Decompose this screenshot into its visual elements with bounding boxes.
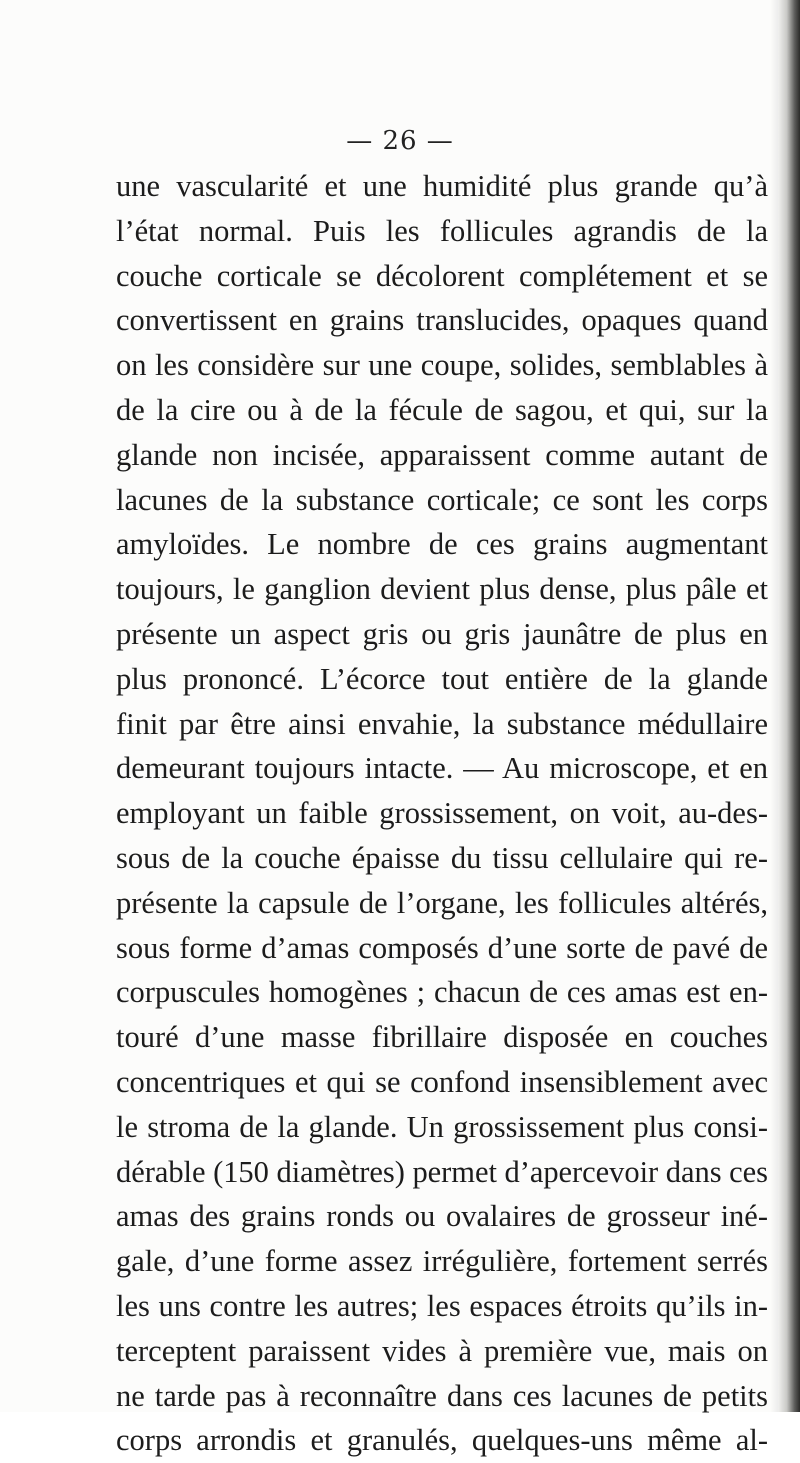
text-line: finit par être ainsi envahie, la substance médullaire (116, 706, 768, 741)
text-line: toujours, le ganglion devient plus dense, plus pâle et (116, 572, 768, 607)
text-line: couche corticale se décolorent complétement et se (116, 258, 768, 293)
text-line: lacunes de la substance corticale; ce sont les corps (116, 482, 768, 517)
page-number: — 26 — (346, 126, 454, 156)
text-line: corps arrondis et granulés, quelques-uns même al- (116, 1423, 768, 1458)
text-line: glande non incisée, apparaissent comme autant de (116, 437, 768, 472)
text-line: présente un aspect gris ou gris jaunâtre de plus en (116, 616, 768, 651)
page-edge (778, 0, 800, 1412)
page-gutter-shadow (770, 0, 778, 1412)
text-line: présente la capsule de l’organe, les follicules altérés, (116, 885, 768, 920)
text-line: amas des grains ronds ou ovalaires de grosseur iné- (116, 1199, 768, 1234)
text-line: le stroma de la glande. Un grossissement plus consi- (116, 1109, 768, 1144)
text-line: amyloïdes. Le nombre de ces grains augmentant (116, 527, 768, 562)
text-line: demeurant toujours intacte. — Au microscope, et en (116, 751, 768, 786)
text-line: convertissent en grains translucides, opaques quand (116, 303, 768, 338)
text-line: plus prononcé. L’écorce tout entière de la glande (116, 661, 768, 696)
text-line: on les considère sur une coupe, solides, semblables à (116, 348, 768, 383)
text-line: employant un faible grossissement, on voit, au-des- (116, 796, 768, 831)
text-line: sous forme d’amas composés d’une sorte de pavé de (116, 930, 768, 965)
text-line: gale, d’une forme assez irrégulière, fortement serrés (116, 1244, 768, 1279)
text-line: sous de la couche épaisse du tissu cellulaire qui re- (116, 840, 768, 875)
text-line: une vascularité et une humidité plus grande qu’à (116, 169, 768, 203)
body-text (116, 164, 768, 1463)
text-line: les uns contre les autres; les espaces étroits qu’ils in- (116, 1288, 768, 1323)
text-line: ne tarde pas à reconnaître dans ces lacunes de petits (116, 1378, 768, 1413)
text-line: l’état normal. Puis les follicules agrandis de la (116, 213, 768, 248)
text-line: touré d’une masse fibrillaire disposée en couches (116, 1020, 768, 1055)
text-line: terceptent paraissent vides à première vue, mais on (116, 1333, 768, 1368)
text-line: corpuscules homogènes ; chacun de ces amas est en- (116, 975, 768, 1010)
text-line: dérable (150 diamètres) permet d’apercevoir dans ces (116, 1154, 768, 1189)
text-line: concentriques et qui se confond insensiblement avec (116, 1064, 768, 1099)
text-line: de la cire ou à de la fécule de sagou, et qui, sur la (116, 392, 768, 427)
